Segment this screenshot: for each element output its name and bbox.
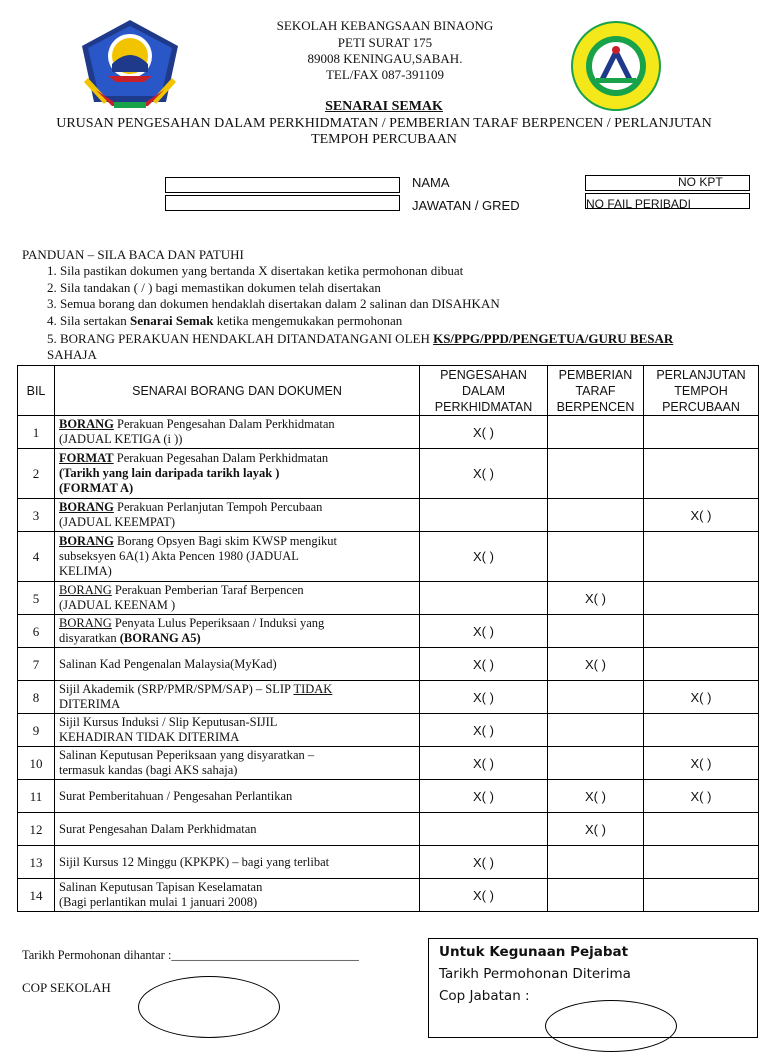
mark-pengesahan[interactable]: X( ): [420, 681, 548, 714]
mark-pemberian: [548, 449, 644, 499]
jawatan-field[interactable]: [165, 195, 400, 211]
mark-perlanjutan: [644, 449, 759, 499]
mark-pengesahan: [420, 813, 548, 846]
mark-pengesahan[interactable]: X( ): [420, 416, 548, 449]
guide-item-4: [47, 313, 402, 330]
mark-pemberian: [548, 615, 644, 648]
row-description: [55, 648, 420, 681]
row-description: [55, 582, 420, 615]
jawatan-label: JAWATAN / GRED: [412, 198, 520, 213]
row-description: [55, 780, 420, 813]
row-text-2: subseksyen 6A(1) Akta Pencen 1980 (JADUAL: [59, 549, 299, 563]
row-text-3: (BORANG A5): [119, 631, 201, 645]
table-row: [18, 714, 759, 747]
row-bil: 8: [18, 681, 55, 714]
row-bil: 4: [18, 532, 55, 582]
row-description: [55, 449, 420, 499]
mark-perlanjutan[interactable]: X( ): [644, 747, 759, 780]
mark-perlanjutan[interactable]: X( ): [644, 780, 759, 813]
mark-pengesahan: [420, 499, 548, 532]
table-row: [18, 813, 759, 846]
row-text-3: (FORMAT A): [59, 481, 134, 495]
row-underlined: TIDAK: [293, 682, 333, 696]
row-text: Perakuan Pemberian Taraf Berpencen: [111, 583, 304, 597]
document-heading: SENARAI SEMAK: [325, 99, 443, 114]
row-text-2: termasuk kandas (bagi AKS sahaja): [59, 763, 238, 777]
table-row: [18, 449, 759, 499]
tarikh-permohonan[interactable]: Tarikh Permohonan dihantar :______________________________: [22, 948, 359, 962]
table-row: [18, 532, 759, 582]
row-bil: 2: [18, 449, 55, 499]
row-text-2: (Bagi perlantikan mulai 1 januari 2008): [59, 895, 258, 909]
row-text-2: (JADUAL KEENAM ): [59, 598, 176, 612]
mark-pengesahan[interactable]: X( ): [420, 449, 548, 499]
mark-perlanjutan: [644, 582, 759, 615]
table-row: [18, 747, 759, 780]
guide-item-4-text-c: ketika mengemukakan permohonan: [213, 313, 403, 328]
mark-pengesahan[interactable]: X( ): [420, 846, 548, 879]
mark-pengesahan[interactable]: X( ): [420, 532, 548, 582]
row-description: [55, 499, 420, 532]
row-bil: 10: [18, 747, 55, 780]
header-bil: BIL: [18, 366, 55, 416]
no-fail-label: NO FAIL PERIBADI: [586, 197, 691, 211]
mark-pengesahan: [420, 582, 548, 615]
mark-pengesahan[interactable]: X( ): [420, 747, 548, 780]
row-text-2: disyaratkan: [59, 631, 120, 645]
cop-sekolah-label: COP SEKOLAH: [22, 980, 111, 995]
row-bil: 11: [18, 780, 55, 813]
row-description: [55, 532, 420, 582]
row-text: Perakuan Pengesahan Dalam Perkhidmatan: [113, 417, 335, 431]
office-use-title: Untuk Kegunaan Pejabat: [439, 944, 629, 960]
row-text: Perakuan Pegesahan Dalam Perkhidmatan: [113, 451, 329, 465]
mark-perlanjutan[interactable]: X( ): [644, 499, 759, 532]
row-text: Borang Opsyen Bagi skim KWSP mengikut: [113, 534, 338, 548]
guide-item-5-text-b: KS/PPG/PPD/PENGETUA/GURU BESAR: [433, 331, 674, 346]
school-name: SEKOLAH KEBANGSAAN BINAONG: [276, 18, 494, 33]
mark-pemberian[interactable]: X( ): [548, 780, 644, 813]
header-pemberian: PEMBERIAN TARAF BERPENCEN: [548, 366, 644, 416]
row-text: Salinan Keputusan Tapisan Keselamatan: [59, 880, 263, 894]
guide-heading: PANDUAN – SILA BACA DAN PATUHI: [22, 247, 244, 262]
mark-pemberian: [548, 879, 644, 912]
row-description: [55, 714, 420, 747]
nama-field[interactable]: [165, 177, 400, 193]
nama-label: NAMA: [412, 175, 450, 190]
table-row: [18, 648, 759, 681]
mark-pengesahan[interactable]: X( ): [420, 879, 548, 912]
mark-perlanjutan: [644, 813, 759, 846]
mark-perlanjutan: [644, 846, 759, 879]
row-description: [55, 813, 420, 846]
mark-pemberian[interactable]: X( ): [548, 582, 644, 615]
table-row: [18, 681, 759, 714]
mark-perlanjutan: [644, 615, 759, 648]
mark-perlanjutan: [644, 879, 759, 912]
row-text-3: KELIMA): [59, 564, 112, 578]
mark-perlanjutan: [644, 714, 759, 747]
row-bil: 1: [18, 416, 55, 449]
row-bil: 3: [18, 499, 55, 532]
document-subtitle-1: URUSAN PENGESAHAN DALAM PERKHIDMATAN / PEMBERIAN TARAF BERPENCEN / PERLANJUTAN: [56, 116, 712, 131]
row-text: Sijil Akademik (SRP/PMR/SPM/SAP) – SLIP: [59, 682, 294, 696]
no-kpt-label: NO KPT: [678, 175, 723, 189]
row-form-type: BORANG: [59, 417, 114, 431]
guide-item-5-cont: SAHAJA: [47, 347, 97, 362]
mark-pemberian: [548, 714, 644, 747]
row-text: Sijil Kursus Induksi / Slip Keputusan-SIJIL: [59, 715, 278, 729]
row-bil: 12: [18, 813, 55, 846]
school-telfax: TEL/FAX 087-391109: [325, 67, 445, 82]
mark-pengesahan[interactable]: X( ): [420, 615, 548, 648]
row-form-type: BORANG: [59, 583, 112, 597]
row-form-type: FORMAT: [59, 451, 114, 465]
header-senarai: SENARAI BORANG DAN DOKUMEN: [55, 366, 420, 416]
table-row: [18, 615, 759, 648]
row-bil: 14: [18, 879, 55, 912]
office-use-line-1: Tarikh Permohonan Diterima: [439, 966, 631, 982]
row-text-2: DITERIMA: [59, 697, 121, 711]
mark-pemberian: [548, 532, 644, 582]
mark-pengesahan[interactable]: X( ): [420, 714, 548, 747]
mark-pemberian: [548, 499, 644, 532]
row-description: [55, 615, 420, 648]
row-text-2: (JADUAL KEEMPAT): [59, 515, 176, 529]
mark-pengesahan[interactable]: X( ): [420, 648, 548, 681]
guide-item-5: [47, 331, 673, 348]
row-description: [55, 681, 420, 714]
mark-pemberian: [548, 846, 644, 879]
mark-pemberian: [548, 416, 644, 449]
row-text: Sijil Kursus 12 Minggu (KPKPK) – bagi yang terlibat: [59, 854, 330, 869]
office-use-line-2: Cop Jabatan :: [439, 988, 530, 1004]
table-row: [18, 582, 759, 615]
school-address-2: 89008 KENINGAU,SABAH.: [307, 51, 463, 66]
document-subtitle-2: TEMPOH PERCUBAAN: [311, 132, 457, 147]
row-description: [55, 747, 420, 780]
row-text-2: (JADUAL KETIGA (i )): [59, 432, 183, 446]
school-crest-left: [78, 16, 182, 112]
checklist-table: [17, 365, 759, 912]
table-row: [18, 416, 759, 449]
cop-sekolah-stamp-area[interactable]: [138, 976, 280, 1038]
table-row: [18, 499, 759, 532]
row-bil: 5: [18, 582, 55, 615]
row-bil: 7: [18, 648, 55, 681]
guide-item-2: 2. Sila tandakan ( / ) bagi memastikan dokumen telah disertakan: [47, 280, 381, 295]
row-form-type: BORANG: [59, 500, 114, 514]
row-form-type: BORANG: [59, 616, 112, 630]
row-bil: 9: [18, 714, 55, 747]
row-bil: 13: [18, 846, 55, 879]
mark-pemberian[interactable]: X( ): [548, 648, 644, 681]
no-kpt-field[interactable]: [585, 175, 750, 191]
guide-item-3: 3. Semua borang dan dokumen hendaklah disertakan dalam 2 salinan dan DISAHKAN: [47, 296, 500, 311]
mark-perlanjutan: [644, 416, 759, 449]
row-text: Salinan Kad Pengenalan Malaysia(MyKad): [59, 656, 277, 671]
header-pengesahan: PENGESAHAN DALAM PERKHIDMATAN: [420, 366, 548, 416]
mark-pemberian: [548, 681, 644, 714]
mark-perlanjutan: [644, 532, 759, 582]
header-perlanjutan: PERLANJUTAN TEMPOH PERCUBAAN: [644, 366, 759, 416]
row-text-2: (Tarikh yang lain daripada tarikh layak ): [59, 466, 280, 480]
row-text: Salinan Keputusan Peperiksaan yang disyaratkan –: [59, 748, 315, 762]
row-text: Surat Pengesahan Dalam Perkhidmatan: [59, 821, 257, 836]
row-text-2: KEHADIRAN TIDAK DITERIMA: [59, 730, 240, 744]
mark-pemberian: [548, 747, 644, 780]
mark-perlanjutan[interactable]: X( ): [644, 681, 759, 714]
mark-pengesahan[interactable]: X( ): [420, 780, 548, 813]
mark-pemberian[interactable]: X( ): [548, 813, 644, 846]
guide-item-4-text-a: 4. Sila sertakan: [47, 313, 131, 328]
guide-item-1: 1. Sila pastikan dokumen yang bertanda X disertakan ketika permohonan dibuat: [47, 263, 464, 278]
row-description: [55, 416, 420, 449]
row-text: Perakuan Perlanjutan Tempoh Percubaan: [113, 500, 323, 514]
mark-perlanjutan: [644, 648, 759, 681]
row-bil: 6: [18, 615, 55, 648]
row-description: [55, 879, 420, 912]
cop-jabatan-stamp-area[interactable]: [545, 1000, 677, 1052]
table-row: [18, 879, 759, 912]
guide-item-4-text-b: Senarai Semak: [130, 313, 214, 328]
table-row: [18, 780, 759, 813]
row-form-type: BORANG: [59, 534, 114, 548]
school-address-1: PETI SURAT 175: [337, 35, 433, 50]
row-text: Surat Pemberitahuan / Pengesahan Perlantikan: [59, 788, 293, 803]
row-description: [55, 846, 420, 879]
row-text: Penyata Lulus Peperiksaan / Induksi yang: [111, 616, 325, 630]
guide-item-5-text-a: 5. BORANG PERAKUAN HENDAKLAH DITANDATANGANI OLEH: [47, 331, 434, 346]
table-row: [18, 846, 759, 879]
